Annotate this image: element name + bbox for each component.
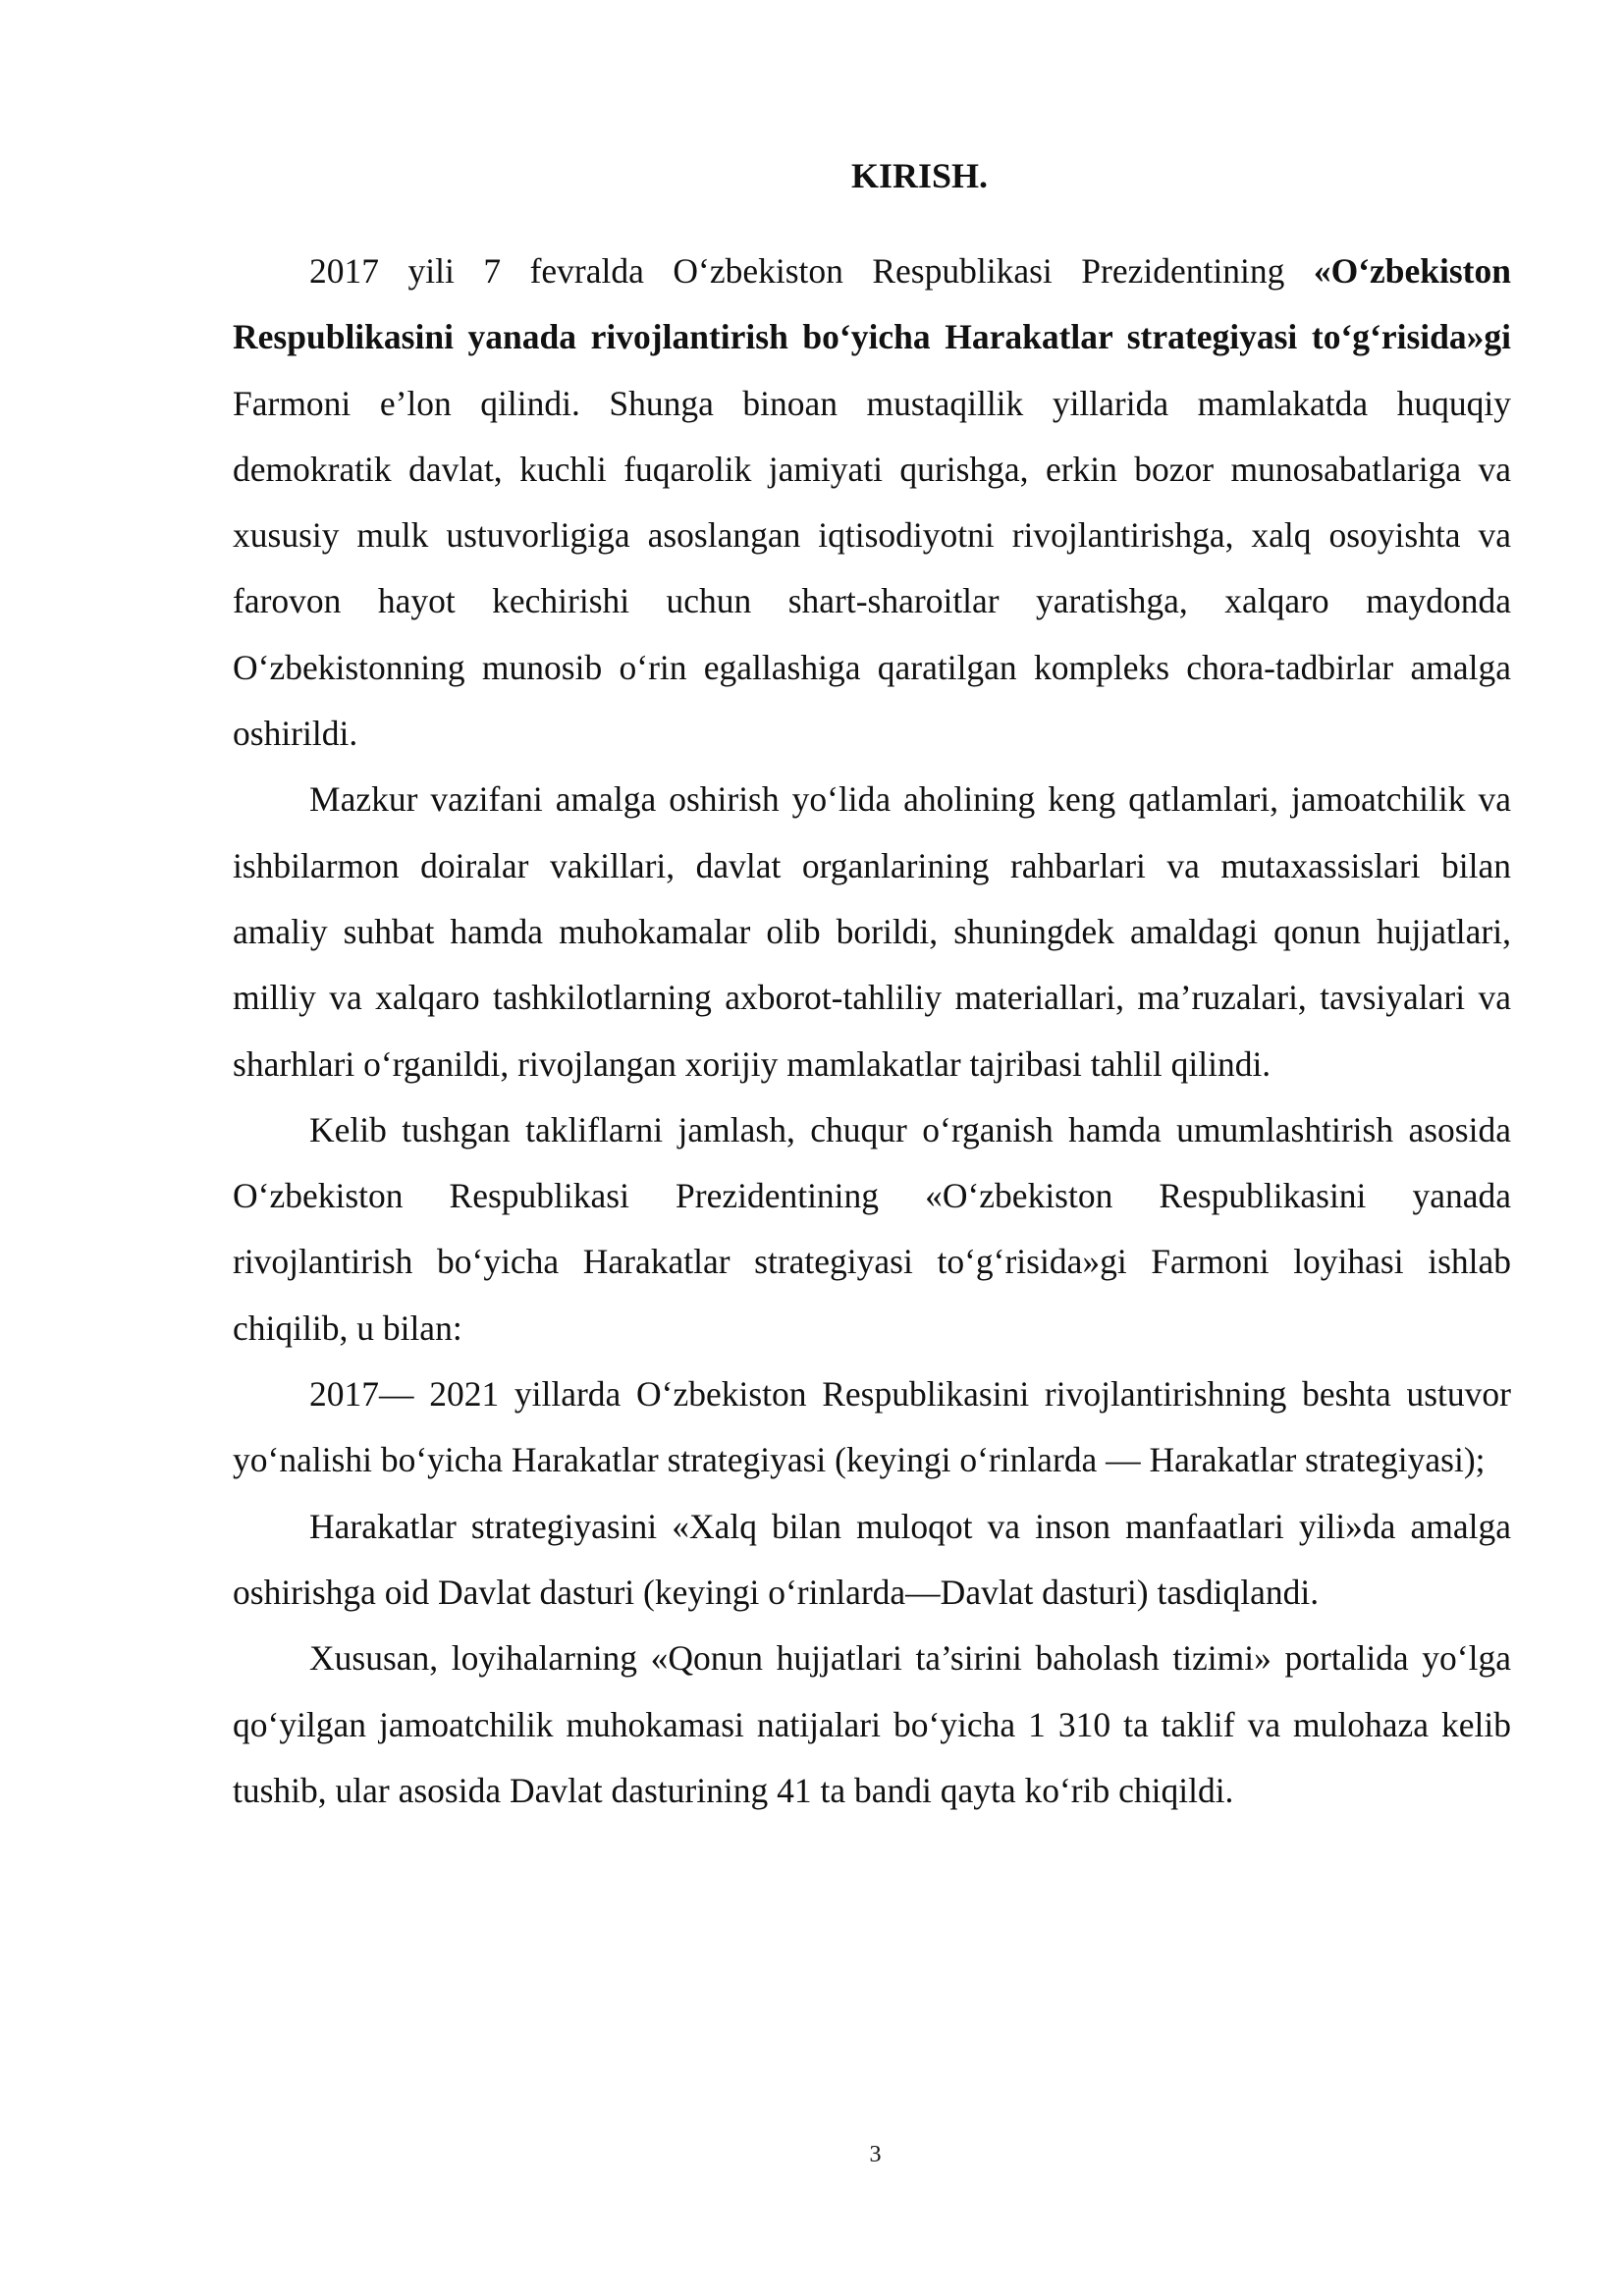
paragraph-5: Harakatlar strategiyasini «Xalq bilan muloqot va inson manfaatlari yili»da amalga oshirishga oid Davlat dasturi (keyingi o‘rinlarda—Davlat dasturi) tasdiqlandi. xyxy=(233,1506,1511,1612)
body-text xyxy=(233,239,1511,1824)
paragraph-1-rest: Farmoni e’lon qilindi. Shunga binoan mustaqillik yillarida mamlakatda huquqiy demokratik davlat, kuchli fuqarolik jamiyati qurishga, erkin bozor munosabatlariga va xususiy mulk ustuvorligiga asoslangan iqtisodiyotni rivojlantirishga, xalq osoyishta va farovon hayot kechirishi uchun shart-sharoitlar yaratishga, xalqaro maydonda O‘zbekistonning munosib o‘rin egallashiga qaratilgan kompleks chora-tadbirlar amalga oshirildi. xyxy=(233,383,1511,754)
page-number: 3 xyxy=(869,2142,882,2167)
paragraph-1 xyxy=(233,239,1511,767)
decree-title-bold: «O‘zbekiston Respublikasini yanada rivojlantirish bo‘yicha Harakatlar strategiyasi to‘g‘risida»gi xyxy=(233,251,1511,357)
paragraph-1-intro: 2017 yili 7 fevralda O‘zbekiston Respublikasi Prezidentining xyxy=(309,251,1314,291)
paragraph-2: Mazkur vazifani amalga oshirish yo‘lida aholining keng qatlamlari, jamoatchilik va ishbilarmon doiralar vakillari, davlat organlarining rahbarlari va mutaxassislari bilan amaliy suhbat hamda muhokamalar olib borildi, shuningdek amaldagi qonun hujjatlari, milliy va xalqaro tashkilotlarning axborot-tahliliy materiallari, ma’ruzalari, tavsiyalari va sharhlari o‘rganildi, rivojlangan xorijiy mamlakatlar tajribasi tahlil qilindi. xyxy=(233,779,1511,1084)
page-title: KIRISH. xyxy=(850,156,989,195)
paragraph-4: 2017— 2021 yillarda O‘zbekiston Respublikasini rivojlantirishning beshta ustuvor yo‘nalishi bo‘yicha Harakatlar strategiyasi (keyingi o‘rinlarda — Harakatlar strategiyasi); xyxy=(233,1374,1511,1480)
paragraph-3: Kelib tushgan takliflarni jamlash, chuqur o‘rganish hamda umumlashtirish asosida O‘zbekiston Respublikasi Prezidentining «O‘zbekiston Respublikasini yanada rivojlantirish bo‘yicha Harakatlar strategiyasi to‘g‘risida»gi Farmoni loyihasi ishlab chiqilib, u bilan: xyxy=(233,1109,1511,1348)
paragraph-6: Xususan, loyihalarning «Qonun hujjatlari ta’sirini baholash tizimi» portalida yo‘lga qo‘yilgan jamoatchilik muhokamasi natijalari bo‘yicha 1 310 ta taklif va mulohaza kelib tushib, ular asosida Davlat dasturining 41 ta bandi qayta ko‘rib chiqildi. xyxy=(233,1638,1511,1810)
